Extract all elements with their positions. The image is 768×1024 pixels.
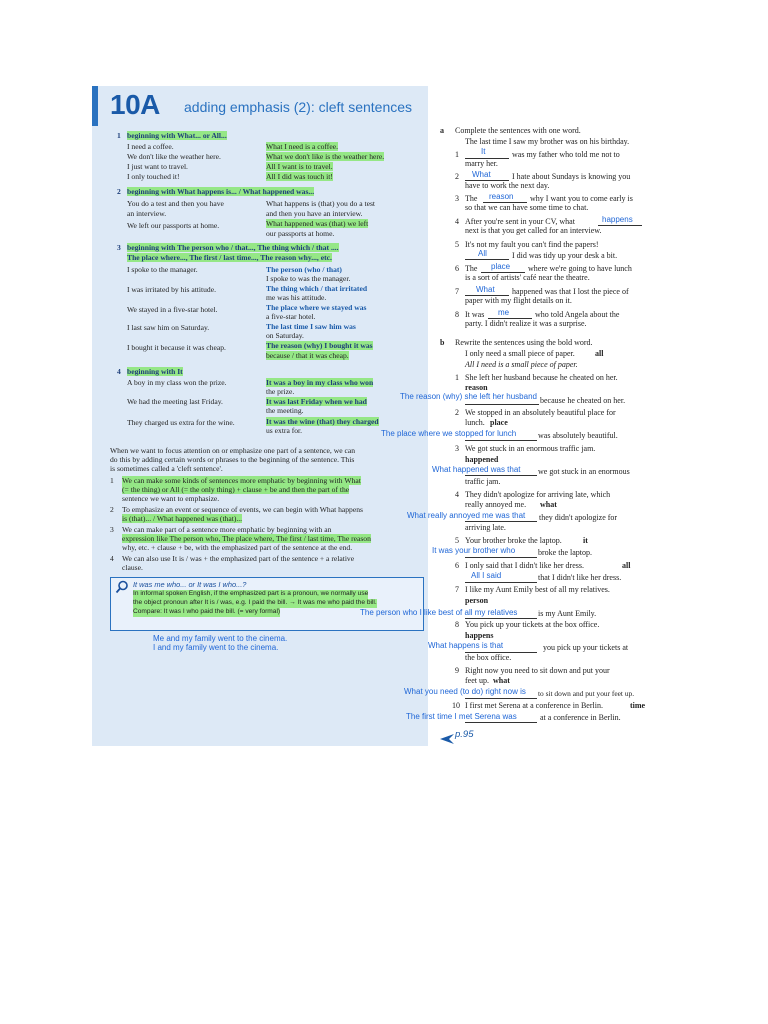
s3-right-10: because / that it was cheap. <box>266 351 349 360</box>
s3-right-6: a five-star hotel. <box>266 312 316 321</box>
section-3-num: 3 <box>117 243 121 252</box>
b-item-4-cont: they didn't apologize for <box>539 513 618 522</box>
handwriting-note-2: I and my family went to the cinema. <box>153 643 279 652</box>
a-item-7-text: happened was that I lost the piece of <box>512 287 629 296</box>
rule-3-line-1: We can make part of a sentence more emphatic by beginning with an <box>122 525 332 534</box>
b-item-8-num: 8 <box>455 620 459 629</box>
rule-4-num: 4 <box>110 554 114 563</box>
b-item-7-num: 7 <box>455 585 459 594</box>
s1-right-3: All I want is to travel. <box>266 162 333 171</box>
exercise-a-example: The last time I saw my brother was on his birthday. <box>465 137 630 146</box>
b-item-8-word: happens <box>465 631 494 640</box>
rule-3-num: 3 <box>110 525 114 534</box>
a-item-1-line2: marry her. <box>465 159 498 168</box>
exercise-b-example-2: All I need is a small piece of paper. <box>465 360 578 369</box>
a-item-2-line2: have to work the next day. <box>465 181 550 190</box>
handwriting-note-1: Me and my family went to the cinema. <box>153 634 288 643</box>
b-item-10-num: 10 <box>452 701 460 710</box>
s4-right-4: the meeting. <box>266 406 304 415</box>
a-item-7-num: 7 <box>455 287 459 296</box>
unit-title: adding emphasis (2): cleft sentences <box>184 99 413 115</box>
a-item-4-answer: happens <box>602 215 633 224</box>
b-item-5-num: 5 <box>455 536 459 545</box>
b-item-4-cont-2: arriving late. <box>465 523 506 532</box>
b-item-10-word: time <box>630 701 646 710</box>
a-item-5-line2: I did was tidy up your desk a bit. <box>512 251 618 260</box>
s2-right-1: What happens is (that) you do a test <box>266 199 376 208</box>
b-item-7-answer: The person who I like best of all my relatives <box>360 608 518 617</box>
exercise-b-letter: b <box>440 338 445 347</box>
a-item-7-line2: paper with my flight details on it. <box>465 296 572 305</box>
b-item-2-cont: was absolutely beautiful. <box>538 431 618 440</box>
b-item-9-cont: to sit down and put your feet up. <box>538 689 635 698</box>
s3-left-5: I bought it because it was cheap. <box>127 343 226 352</box>
b-item-4-text: They didn't apologize for arriving late, which <box>465 490 611 499</box>
s4-right-2: the prize. <box>266 387 295 396</box>
a-item-2-answer: What <box>472 170 491 179</box>
a-item-6-answer: place <box>491 262 511 271</box>
page-reference[interactable]: p.95 <box>455 729 474 740</box>
s3-right-7: The last time I saw him was <box>266 322 356 331</box>
a-item-3-answer: reason <box>489 192 514 201</box>
b-item-7-cont: is my Aunt Emily. <box>538 609 597 618</box>
b-item-4-text-b: really annoyed me. <box>465 500 527 509</box>
s4-right-6: us extra for. <box>266 426 303 435</box>
b-item-6-cont: that I didn't like her dress. <box>538 573 622 582</box>
s3-right-5: The place where we stayed was <box>266 303 367 312</box>
s1-left-1: I need a coffee. <box>127 142 174 151</box>
b-item-8-cont-2: the box office. <box>465 653 512 662</box>
rule-3-line-2: expression like The person who, The place where, The first / last time, The reason <box>122 534 371 543</box>
back-arrow-icon[interactable] <box>440 731 454 749</box>
b-item-10-text: I first met Serena at a conference in Berlin. <box>465 701 603 710</box>
s3-right-3: The thing which / that irritated <box>266 284 368 293</box>
a-item-1-num: 1 <box>455 150 459 159</box>
section-3-title-2: The place where..., The first / last time..., The reason why..., etc. <box>127 253 332 262</box>
s4-right-5: It was the wine (that) they charged <box>266 417 379 426</box>
s3-right-9: The reason (why) I bought it was <box>266 341 373 350</box>
b-item-6-num: 6 <box>455 561 459 570</box>
a-item-4-line2: next is that you get called for an interview. <box>465 226 602 235</box>
a-item-2-num: 2 <box>455 172 459 181</box>
s1-right-2: What we don't like is the weather here. <box>266 152 385 161</box>
b-item-2-text: We stopped in an absolutely beautiful place for <box>465 408 616 417</box>
b-item-6-text: I only said that I didn't like her dress. <box>465 561 584 570</box>
s3-right-1: The person (who / that) <box>266 265 342 274</box>
b-item-3-num: 3 <box>455 444 459 453</box>
exercise-b-example-word: all <box>595 349 604 358</box>
s1-left-2: We don't like the weather here. <box>127 152 221 161</box>
answer-blank[interactable] <box>465 556 537 558</box>
b-item-3-cont-2: traffic jam. <box>465 477 501 486</box>
b-item-4-word: what <box>540 500 557 509</box>
rule-2-num: 2 <box>110 505 114 514</box>
a-item-4-num: 4 <box>455 217 459 226</box>
answer-blank[interactable] <box>465 439 537 441</box>
a-item-3-line2: so that we can have some time to chat. <box>465 203 589 212</box>
b-item-8-text: You pick up your tickets at the box office. <box>465 620 600 629</box>
answer-blank[interactable] <box>598 224 642 226</box>
s3-left-3: We stayed in a five-star hotel. <box>127 305 218 314</box>
answer-blank[interactable] <box>465 617 537 619</box>
b-item-3-text: We got stuck in an enormous traffic jam. <box>465 444 596 453</box>
s4-right-3: It was last Friday when we had <box>266 397 367 406</box>
a-item-8-pre: It was <box>465 310 485 319</box>
section-1-title: beginning with What... or All... <box>127 131 227 140</box>
s2-left-1: You do a test and then you have <box>127 199 224 208</box>
b-item-4-num: 4 <box>455 490 459 499</box>
b-item-9-word: what <box>493 676 510 685</box>
s3-left-4: I last saw him on Saturday. <box>127 323 210 332</box>
a-item-3-pre: The <box>465 194 478 203</box>
b-item-9-answer: What you need (to do) right now is <box>404 687 526 696</box>
b-item-1-word: reason <box>465 383 488 392</box>
b-item-2-answer: The place where we stopped for lunch <box>381 429 517 438</box>
s1-right-4: All I did was touch it! <box>266 172 333 181</box>
a-item-8-answer: me <box>498 308 510 317</box>
a-item-6-pre: The <box>465 264 478 273</box>
a-item-1-answer: It <box>481 147 486 156</box>
b-item-8-cont: you pick up your tickets at <box>543 643 629 652</box>
a-item-6-line2: is a sort of artists' café near the theatre. <box>465 273 590 282</box>
a-item-3-text: why I want you to come early is <box>530 194 633 203</box>
answer-blank[interactable] <box>465 474 537 476</box>
rule-2-line-1: To emphasize an event or sequence of events, we can begin with What happens <box>122 505 363 514</box>
section-3-title: beginning with The person who / that..., The thing which / that .... <box>127 243 339 252</box>
tip-line-2: the object pronoun after It is / was, e.g. I paid the bill. → It was me who paid the bill. <box>133 599 377 606</box>
exercise-b-example-1: I only need a small piece of paper. <box>465 349 575 358</box>
a-item-5-pre: It's not my fault you can't find the papers! <box>465 240 599 249</box>
a-item-4-pre: After you're sent in your CV, what <box>465 217 575 226</box>
section-2-title: beginning with What happens is... / What happened was... <box>127 187 315 196</box>
section-4-num: 4 <box>117 367 121 376</box>
s3-left-2: I was irritated by his attitude. <box>127 285 216 294</box>
s3-right-2: I spoke to was the manager. <box>266 274 351 283</box>
b-item-5-text: Your brother broke the laptop. <box>465 536 562 545</box>
a-item-3-num: 3 <box>455 194 459 203</box>
s1-right-1: What I need is a coffee. <box>266 142 338 151</box>
tip-line-3: Compare: It was I who paid the bill. (= very formal) <box>133 608 281 615</box>
a-item-1-text: was my father who told me not to <box>512 150 620 159</box>
rule-1-line-3: sentence we want to emphasize. <box>122 494 220 503</box>
explain-line-3: is sometimes called a 'cleft sentence'. <box>110 464 223 473</box>
b-item-3-answer: What happened was that <box>432 465 521 474</box>
section-2-num: 2 <box>117 187 121 196</box>
answer-blank[interactable] <box>465 721 537 723</box>
unit-stripe <box>92 86 98 126</box>
b-item-3-word: happened <box>465 455 499 464</box>
b-item-7-word: person <box>465 596 489 605</box>
s3-right-8: on Saturday. <box>266 331 304 340</box>
b-item-9-text-b: feet up. <box>465 676 489 685</box>
b-item-2-word: place <box>490 418 508 427</box>
rule-4-line-2: clause. <box>122 563 143 572</box>
a-item-7-answer: What <box>476 285 495 294</box>
b-item-5-word: it <box>583 536 588 545</box>
b-item-5-cont: broke the laptop. <box>538 548 592 557</box>
explain-line-2: do this by adding certain words or phrases to the beginning of the sentence. This <box>110 455 355 464</box>
answer-blank[interactable] <box>465 520 537 522</box>
a-item-6-text: where we're going to have lunch <box>528 264 632 273</box>
a-item-2-text: I hate about Sundays is knowing you <box>512 172 631 181</box>
rule-1-num: 1 <box>110 476 114 485</box>
rule-4-line-1: We can also use It is / was + the emphasized part of the sentence + a relative <box>122 554 355 563</box>
magnifier-icon <box>115 580 129 599</box>
s4-right-1: It was a boy in my class who won <box>266 378 374 387</box>
a-item-8-line2: party. I didn't realize it was a surprise. <box>465 319 587 328</box>
a-item-6-num: 6 <box>455 264 459 273</box>
b-item-6-word: all <box>622 561 631 570</box>
s3-right-4: me was his attitude. <box>266 293 327 302</box>
b-item-1-text: She left her husband because he cheated on her. <box>465 373 618 382</box>
b-item-7-text: I like my Aunt Emily best of all my relatives. <box>465 585 610 594</box>
rule-1-line-1: We can make some kinds of sentences more emphatic by beginning with What <box>122 476 361 485</box>
s1-left-4: I only touched it! <box>127 172 180 181</box>
a-item-8-text: who told Angela about the <box>535 310 620 319</box>
section-4-title: beginning with It <box>127 367 183 376</box>
s2-left-2: an interview. <box>127 209 167 218</box>
b-item-2-text-b: lunch. <box>465 418 485 427</box>
a-item-5-num: 5 <box>455 240 459 249</box>
b-item-3-cont: we got stuck in an enormous <box>538 467 630 476</box>
b-item-1-answer: The reason (why) she left her husband <box>400 392 537 401</box>
s4-left-1: A boy in my class won the prize. <box>127 378 227 387</box>
b-item-8-answer: What happens is that <box>428 641 504 650</box>
b-item-9-text: Right now you need to sit down and put your <box>465 666 610 675</box>
s2-right-4: our passports at home. <box>266 229 335 238</box>
a-item-5-answer: All <box>478 249 487 258</box>
rule-1-line-2: (= the thing) or All (= the only thing) + clause + be and then the part of the <box>122 485 350 494</box>
b-item-5-answer: It was your brother who <box>432 546 516 555</box>
b-item-10-cont: at a conference in Berlin. <box>540 713 621 722</box>
s4-left-2: We had the meeting last Friday. <box>127 397 223 406</box>
section-1-num: 1 <box>117 131 121 140</box>
s1-left-3: I just want to travel. <box>127 162 188 171</box>
rule-3-line-3: why, etc. + clause + be, with the emphasized part of the sentence at the end. <box>122 543 353 552</box>
s4-left-3: They charged us extra for the wine. <box>127 418 235 427</box>
s2-left-3: We left our passports at home. <box>127 221 220 230</box>
answer-blank[interactable] <box>465 403 539 405</box>
exercise-a-letter: a <box>440 126 444 135</box>
b-item-4-answer: What really annoyed me was that <box>407 511 526 520</box>
explain-line-1: When we want to focus attention on or emphasize one part of a sentence, we can <box>110 446 356 455</box>
tip-title: It was me who... or It was I who...? <box>133 580 247 589</box>
exercise-b-instruction: Rewrite the sentences using the bold word. <box>455 338 593 347</box>
unit-number: 10A <box>110 89 160 120</box>
b-item-6-answer: All I said <box>471 571 502 580</box>
s3-left-1: I spoke to the manager. <box>127 265 198 274</box>
a-item-8-num: 8 <box>455 310 459 319</box>
answer-blank[interactable] <box>465 697 537 699</box>
tip-line-1: In informal spoken English, if the emphasized part is a pronoun, we normally use <box>133 590 369 597</box>
s2-right-2: and then you have an interview. <box>266 209 363 218</box>
rule-2-line-2: is (that)... / What happened was (that)... <box>122 514 243 523</box>
answer-blank[interactable] <box>465 581 537 583</box>
answer-blank[interactable] <box>465 258 509 260</box>
exercise-a-instruction: Complete the sentences with one word. <box>455 126 581 135</box>
b-item-2-num: 2 <box>455 408 459 417</box>
b-item-9-num: 9 <box>455 666 459 675</box>
b-item-1-cont: because he cheated on her. <box>540 396 626 405</box>
s2-right-3: What happened was (that) we left <box>266 219 369 228</box>
b-item-1-num: 1 <box>455 373 459 382</box>
b-item-10-answer: The first time I met Serena was <box>406 712 517 721</box>
